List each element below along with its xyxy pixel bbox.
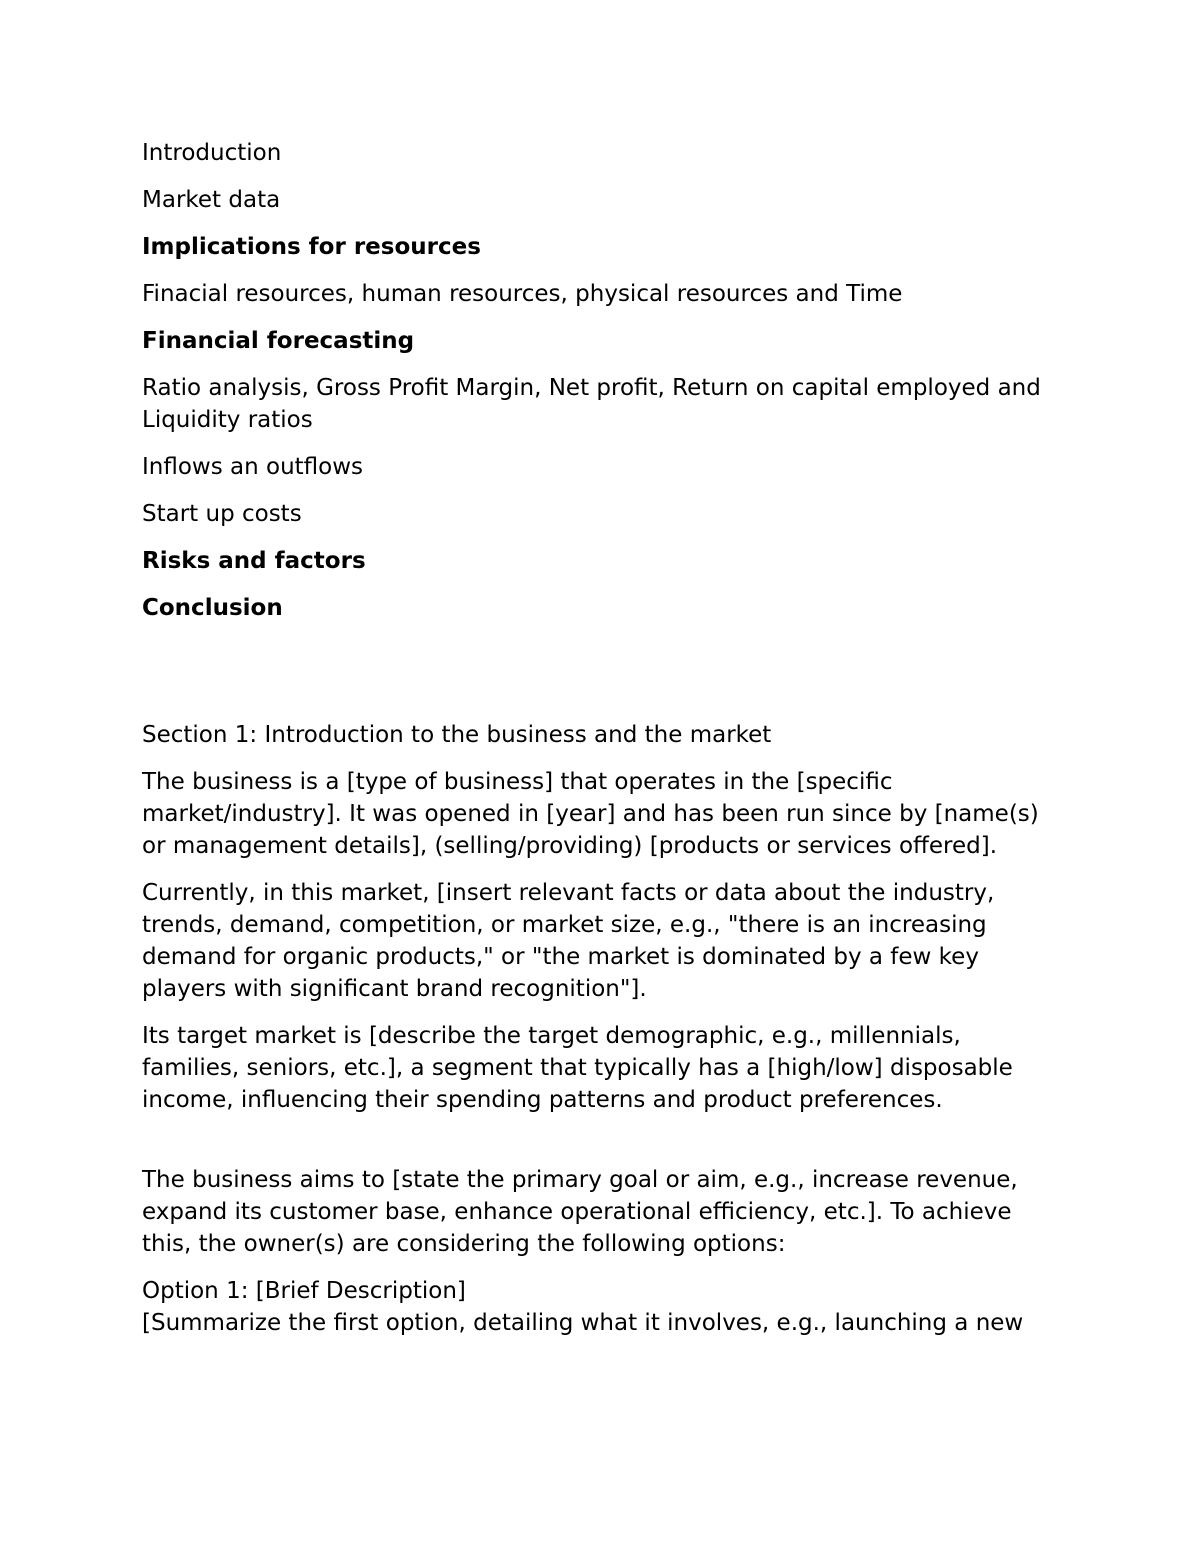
section-1-paragraph-business: The business is a [type of business] that operates in the [specific market/industry]. It was opened in [year] and has been run since by [name(s) or management details], (selling/providing) [products or services offered].	[142, 769, 1039, 859]
heading-implications-for-resources: Implications for resources	[142, 234, 481, 260]
outline-start-up-costs: Start up costs	[142, 501, 302, 527]
heading-financial-forecasting: Financial forecasting	[142, 328, 415, 354]
heading-conclusion: Conclusion	[142, 595, 283, 621]
heading-risks-and-factors: Risks and factors	[142, 548, 366, 574]
section-1-paragraph-target-market: Its target market is [describe the target demographic, e.g., millennials, families, seniors, etc.], a segment that typically has a [high/low] disposable income, influencing their spending patterns and product preferences.	[142, 1023, 1013, 1113]
section-1-paragraph-market: Currently, in this market, [insert relevant facts or data about the industry, trends, demand, competition, or market size, e.g., "there is an increasing demand for organic products," or "the market is dominated by a few key players with significant brand recognition"].	[142, 880, 995, 1002]
outline-ratios-list: Ratio analysis, Gross Profit Margin, Net profit, Return on capital employed and Liquidity ratios	[142, 375, 1041, 433]
outline-inflows-outflows: Inflows an outflows	[142, 454, 364, 480]
option-1-summary: [Summarize the first option, detailing what it involves, e.g., launching a new	[142, 1310, 1024, 1336]
option-1-title: Option 1: [Brief Description]	[142, 1278, 466, 1304]
document-page	[142, 137, 1042, 1339]
outline-introduction: Introduction	[142, 140, 282, 166]
section-1-paragraph-aims: The business aims to [state the primary goal or aim, e.g., increase revenue, expand its customer base, enhance operational efficiency, etc.]. To achieve this, the owner(s) are considering the following options:	[142, 1167, 1018, 1257]
section-1-title: Section 1: Introduction to the business and the market	[142, 722, 772, 748]
outline-resources-list: Finacial resources, human resources, physical resources and Time	[142, 281, 903, 307]
outline-market-data: Market data	[142, 187, 281, 213]
